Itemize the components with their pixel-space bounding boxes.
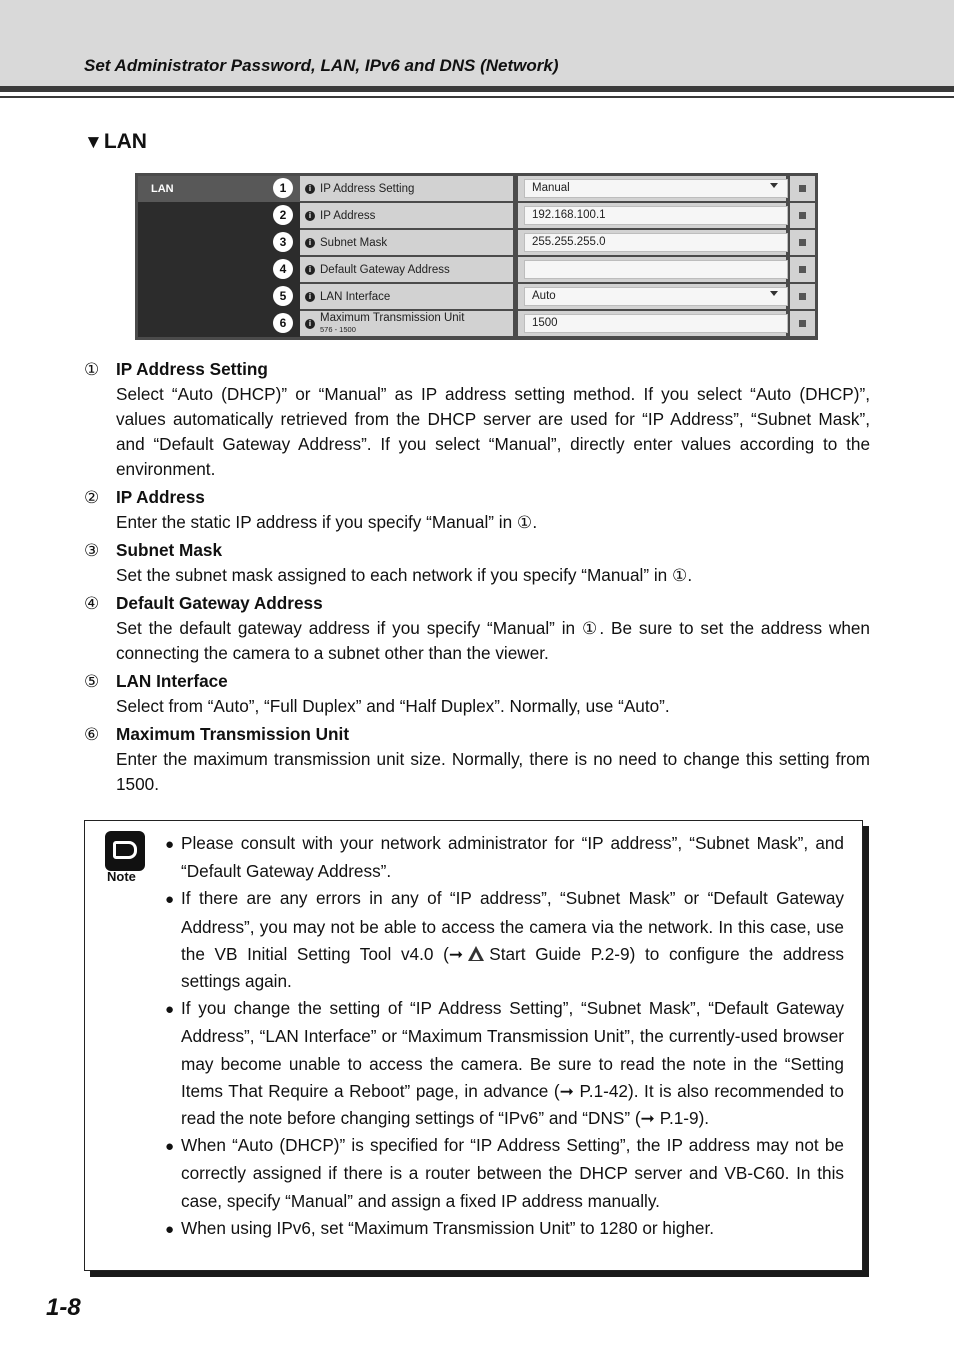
lan-settings-panel <box>135 173 818 340</box>
def-number: ⑤ <box>84 672 100 691</box>
list-item <box>84 538 870 588</box>
def-description: Set the default gateway address if you specify “Manual” in ①. Be sure to set the address when connecting the camera to a subnet other than the viewer. <box>116 618 870 663</box>
lan-interface-select[interactable]: Auto <box>524 287 788 306</box>
triangle-marker-icon: ▼ <box>84 132 103 153</box>
ip-address-setting-select[interactable]: Manual <box>524 179 788 198</box>
header-title: Set Administrator Password, LAN, IPv6 and DNS (Network) <box>84 56 559 75</box>
bullet-icon: ● <box>165 1001 175 1019</box>
note-list <box>165 830 844 1243</box>
row-apply-square[interactable] <box>790 203 815 228</box>
row-apply-square[interactable] <box>790 257 815 282</box>
setting-label: LAN Interface <box>320 290 391 303</box>
info-icon: i <box>305 211 315 221</box>
def-number: ① <box>84 360 100 379</box>
def-term: Maximum Transmission Unit <box>116 724 350 744</box>
bullet-icon: ● <box>165 836 175 853</box>
list-item <box>84 722 870 797</box>
def-number: ⑥ <box>84 725 100 744</box>
callout-number: 1 <box>273 178 293 198</box>
callout-number: 6 <box>273 313 293 333</box>
def-description: Select “Auto (DHCP)” or “Manual” as IP address setting method. If you select “Auto (DHCP)”, values automatically retrieved from the DHCP server are used for “IP Address”, “Subnet Mask”, and “Default Gateway Address”. If you select “Manual”, directly enter values according to the environment. <box>116 384 870 479</box>
chevron-down-icon[interactable] <box>770 183 778 188</box>
list-item <box>84 485 870 535</box>
setting-label: IP Address <box>320 209 376 222</box>
list-item <box>84 357 870 482</box>
bullet-icon: ● <box>165 1138 175 1156</box>
definitions-list <box>84 357 870 800</box>
start-guide-icon <box>466 946 486 962</box>
def-description: Enter the maximum transmission unit size. Normally, there is no need to change this setting from 1500. <box>116 749 870 794</box>
note-box <box>84 820 863 1271</box>
row-apply-square[interactable] <box>790 311 815 336</box>
section-title: LAN <box>103 130 147 153</box>
list-item: ● When “Auto (DHCP)” is specified for “IP Address Setting”, the IP address may not be correctly assigned if there is a router between the DHCP server and VB-C60. In this case, specify “Manual” and assign a fixed IP address manually. <box>165 1135 844 1211</box>
setting-label: Default Gateway Address <box>320 263 450 276</box>
header-rule-thin <box>0 96 954 98</box>
callout-number: 3 <box>273 232 293 252</box>
list-item: ● When using IPv6, set “Maximum Transmission Unit” to 1280 or higher. <box>165 1215 844 1243</box>
chevron-down-icon[interactable] <box>770 291 778 296</box>
setting-label: IP Address Setting <box>320 182 415 195</box>
sidebar-item-lan[interactable]: LAN <box>138 176 300 202</box>
def-term: Default Gateway Address <box>116 593 323 613</box>
def-term: Subnet Mask <box>116 540 223 560</box>
callout-number: 5 <box>273 286 293 306</box>
subnet-mask-input[interactable]: 255.255.255.0 <box>524 233 788 252</box>
setting-range: 576 - 1500 <box>320 324 356 334</box>
info-icon: i <box>305 238 315 248</box>
info-icon: i <box>305 265 315 275</box>
setting-label: Subnet Mask <box>320 236 388 249</box>
row-apply-square[interactable] <box>790 176 815 201</box>
info-icon: i <box>305 319 315 329</box>
def-description: Select from “Auto”, “Full Duplex” and “Half Duplex”. Normally, use “Auto”. <box>116 696 670 716</box>
page-number: 1-8 <box>46 1294 81 1321</box>
default-gateway-input[interactable] <box>524 260 788 279</box>
list-item: ● If you change the setting of “IP Address Setting”, “Subnet Mask”, “Default Gateway Address”, “LAN Interface” or “Maximum Transmission Unit”, the currently-used browser may become unable to access the camera. Be sure to read the note in the “Setting Items That Require a Reboot” page, in advance (➞ P.1-42). It is also recommended to read the note before changing settings of “IPv6” and “DNS” (➞ P.1-9). <box>165 998 844 1129</box>
ip-address-input[interactable]: 192.168.100.1 <box>524 206 788 225</box>
def-term: IP Address Setting <box>116 359 268 379</box>
note-hand-icon <box>105 831 145 871</box>
row-apply-square[interactable] <box>790 284 815 309</box>
def-term: LAN Interface <box>116 671 228 691</box>
section-heading <box>84 130 147 154</box>
mtu-input[interactable]: 1500 <box>524 314 788 333</box>
bullet-icon: ● <box>165 1220 175 1238</box>
list-item: ● Please consult with your network administrator for “IP address”, “Subnet Mask”, and “Default Gateway Address”. <box>165 833 844 882</box>
def-number: ③ <box>84 541 100 560</box>
callout-number: 2 <box>273 205 293 225</box>
info-icon: i <box>305 184 315 194</box>
info-icon: i <box>305 292 315 302</box>
def-term: IP Address <box>116 487 205 507</box>
def-description: Set the subnet mask assigned to each network if you specify “Manual” in ①. <box>116 565 693 585</box>
callout-number: 4 <box>273 259 293 279</box>
header-rule-thick <box>0 86 954 92</box>
list-item <box>84 591 870 666</box>
def-description: Enter the static IP address if you specify “Manual” in ①. <box>116 512 538 532</box>
row-apply-square[interactable] <box>790 230 815 255</box>
def-number: ② <box>84 488 100 507</box>
list-item: ● If there are any errors in any of “IP address”, “Subnet Mask” or “Default Gateway Address”, you may not be able to access the camera via the network. In this case, use the VB Initial Setting Tool v4.0 (➞ Start Guide P.2-9) to configure the address settings again. <box>165 888 845 992</box>
setting-label: Maximum Transmission Unit <box>320 311 465 324</box>
note-label: Note <box>107 869 136 884</box>
list-item <box>84 669 870 719</box>
def-number: ④ <box>84 594 100 613</box>
bullet-icon: ● <box>165 891 175 909</box>
